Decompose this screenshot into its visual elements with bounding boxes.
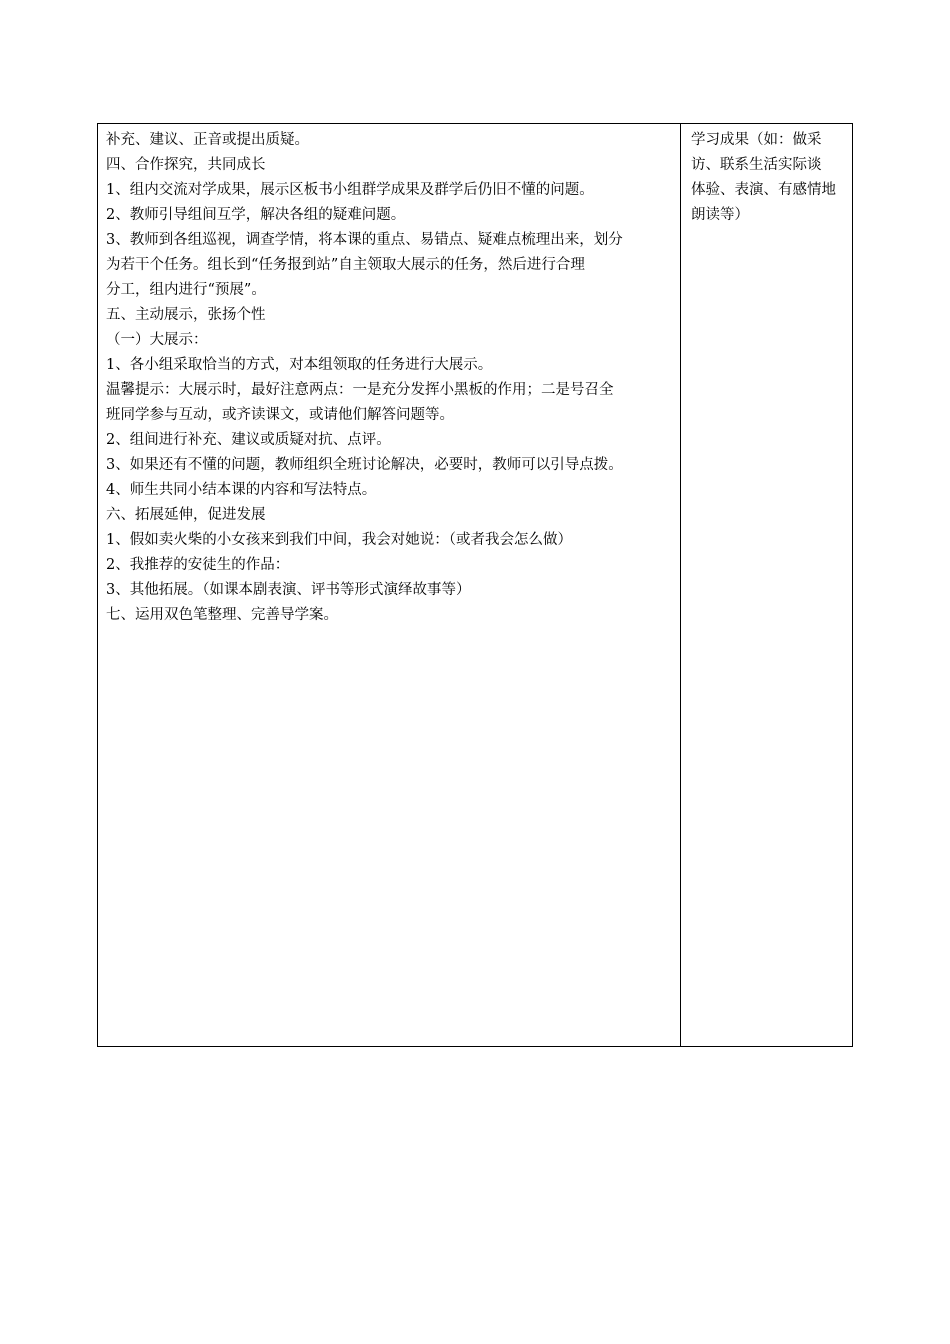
content-line: 2、组间进行补充、建议或质疑对抗、点评。 bbox=[106, 432, 391, 448]
content-line: 分工，组内进行“预展”。 bbox=[106, 282, 266, 298]
subsection-heading: （一）大展示： bbox=[106, 332, 208, 348]
lesson-table bbox=[97, 123, 853, 1047]
note-line: 体验、表演、有感情地 bbox=[691, 182, 836, 198]
note-line: 学习成果（如：做采 bbox=[691, 132, 822, 148]
content-line: 班同学参与互动，或齐读课文，或请他们解答问题等。 bbox=[106, 407, 454, 423]
content-line: 为若干个任务。组长到“任务报到站”自主领取大展示的任务，然后进行合理 bbox=[106, 257, 585, 273]
content-line: 2、我推荐的安徒生的作品： bbox=[106, 557, 290, 573]
section-heading: 四、合作探究，共同成长 bbox=[106, 157, 266, 173]
lesson-content-column bbox=[98, 124, 681, 1046]
content-line: 1、各小组采取恰当的方式，对本组领取的任务进行大展示。 bbox=[106, 357, 493, 373]
note-line: 朗读等） bbox=[691, 207, 749, 223]
note-line: 访、联系生活实际谈 bbox=[691, 157, 822, 173]
content-line: 3、其他拓展。（如课本剧表演、评书等形式演绎故事等） bbox=[106, 582, 471, 598]
section-heading: 七、运用双色笔整理、完善导学案。 bbox=[106, 607, 338, 623]
content-line: 温馨提示：大展示时，最好注意两点：一是充分发挥小黑板的作用；二是号召全 bbox=[106, 382, 614, 398]
notes-column bbox=[681, 124, 852, 1046]
content-line: 补充、建议、正音或提出质疑。 bbox=[106, 132, 309, 148]
content-line: 3、如果还有不懂的问题，教师组织全班讨论解决，必要时，教师可以引导点拨。 bbox=[106, 457, 623, 473]
section-heading: 六、拓展延伸，促进发展 bbox=[106, 507, 266, 523]
section-heading: 五、主动展示，张扬个性 bbox=[106, 307, 266, 323]
content-line: 2、教师引导组间互学，解决各组的疑难问题。 bbox=[106, 207, 406, 223]
content-line: 1、假如卖火柴的小女孩来到我们中间，我会对她说：（或者我会怎么做） bbox=[106, 532, 572, 548]
content-line: 3、教师到各组巡视，调查学情，将本课的重点、易错点、疑难点梳理出来，划分 bbox=[106, 232, 623, 248]
content-line: 1、组内交流对学成果，展示区板书小组群学成果及群学后仍旧不懂的问题。 bbox=[106, 182, 594, 198]
content-line: 4、师生共同小结本课的内容和写法特点。 bbox=[106, 482, 377, 498]
